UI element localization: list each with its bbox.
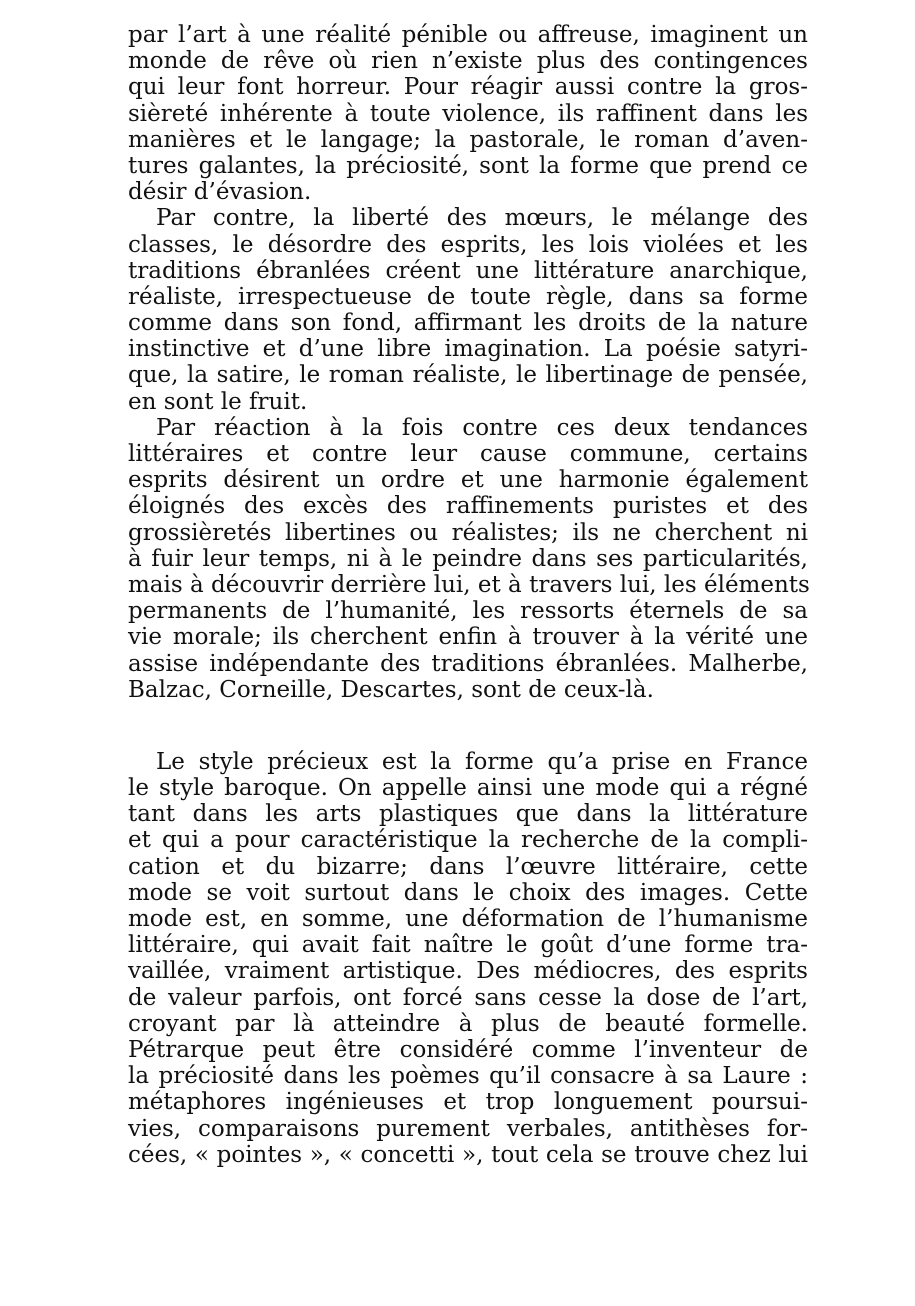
text-line: éloignés des excès des raffinements puristes et des <box>128 493 808 520</box>
paragraph-1 <box>128 22 808 205</box>
text-line: tures galantes, la préciosité, sont la forme que prend ce <box>128 152 808 179</box>
text-line: cation et du bizarre; dans l’œuvre littéraire, cette <box>128 853 808 880</box>
text-line: tant dans les arts plastiques que dans la littérature <box>128 801 808 828</box>
text-line: le style baroque. On appelle ainsi une mode qui a régné <box>128 775 808 802</box>
text-line: comme dans son fond, affirmant les droits de la nature <box>128 310 808 337</box>
text-line: manières et le langage; la pastorale, le roman d’aven- <box>128 126 808 153</box>
text-line: monde de rêve où rien n’existe plus des contingences <box>128 48 808 75</box>
text-line: classes, le désordre des esprits, les lois violées et les <box>128 231 808 258</box>
text-line: Balzac, Corneille, Descartes, sont de ceux-là. <box>128 676 654 703</box>
text-line: en sont le fruit. <box>128 388 308 415</box>
text-line: métaphores ingénieuses et trop longuement poursui- <box>128 1089 808 1116</box>
paragraph-4 <box>128 749 808 1168</box>
text-line: sièreté inhérente à toute violence, ils raffinent dans les <box>128 100 808 127</box>
text-line: Pétrarque peut être considéré comme l’inventeur de <box>128 1036 808 1063</box>
text-line: traditions ébranlées créent une littérature anarchique, <box>128 257 808 284</box>
text-line: par l’art à une réalité pénible ou affreuse, imaginent un <box>128 22 808 48</box>
text-line: que, la satire, le roman réaliste, le libertinage de pensée, <box>128 362 808 389</box>
text-line: vie morale; ils cherchent enfin à trouver à la vérité une <box>128 624 808 651</box>
text-line: littéraires et contre leur cause commune, certains <box>128 441 808 467</box>
text-line: Par réaction à la fois contre ces deux tendances <box>156 414 808 441</box>
text-line: mais à découvrir derrière lui, et à travers lui, les éléments <box>128 571 810 598</box>
text-line: à fuir leur temps, ni à le peindre dans ses particularités, <box>128 545 808 572</box>
text-line: esprits désirent un ordre et une harmonie également <box>128 467 808 494</box>
text-line: Le style précieux est la forme qu’a prise en France <box>156 748 808 775</box>
text-line: vies, comparaisons purement verbales, antithèses for- <box>128 1115 808 1142</box>
text-line: instinctive et d’une libre imagination. La poésie satyri- <box>128 336 808 363</box>
text-line: grossièretés libertines ou réalistes; ils ne cherchent ni <box>128 519 808 546</box>
text-line: mode est, en somme, une déformation de l’humanisme <box>128 906 808 932</box>
text-line: mode se voit surtout dans le choix des images. Cette <box>128 879 808 906</box>
text-line: assise indépendante des traditions ébranlées. Malherbe, <box>128 650 808 677</box>
text-line: permanents de l’humanité, les ressorts éternels de sa <box>128 598 808 625</box>
text-line: littéraire, qui avait fait naître le goût d’une forme tra- <box>128 932 808 959</box>
text-line: réaliste, irrespectueuse de toute règle, dans sa forme <box>128 283 808 310</box>
text-line: croyant par là atteindre à plus de beauté formelle. <box>128 1010 808 1037</box>
text-line: la préciosité dans les poèmes qu’il consacre à sa Laure : <box>128 1063 808 1090</box>
text-line: cées, « pointes », « concetti », tout cela se trouve chez lui <box>128 1141 808 1168</box>
document-page <box>128 22 808 1168</box>
text-line: et qui a pour caractéristique la recherche de la compli- <box>128 827 808 854</box>
text-line: qui leur font horreur. Pour réagir aussi contre la gros- <box>128 74 808 101</box>
text-line: de valeur parfois, ont forcé sans cesse la dose de l’art, <box>128 984 808 1011</box>
paragraph-3 <box>128 415 808 703</box>
text-line: Par contre, la liberté des mœurs, le mélange des <box>156 205 808 232</box>
text-line: désir d’évasion. <box>128 179 312 206</box>
text-line: vaillée, vraiment artistique. Des médiocres, des esprits <box>128 958 808 985</box>
section-break <box>128 703 808 749</box>
paragraph-2 <box>128 205 808 415</box>
